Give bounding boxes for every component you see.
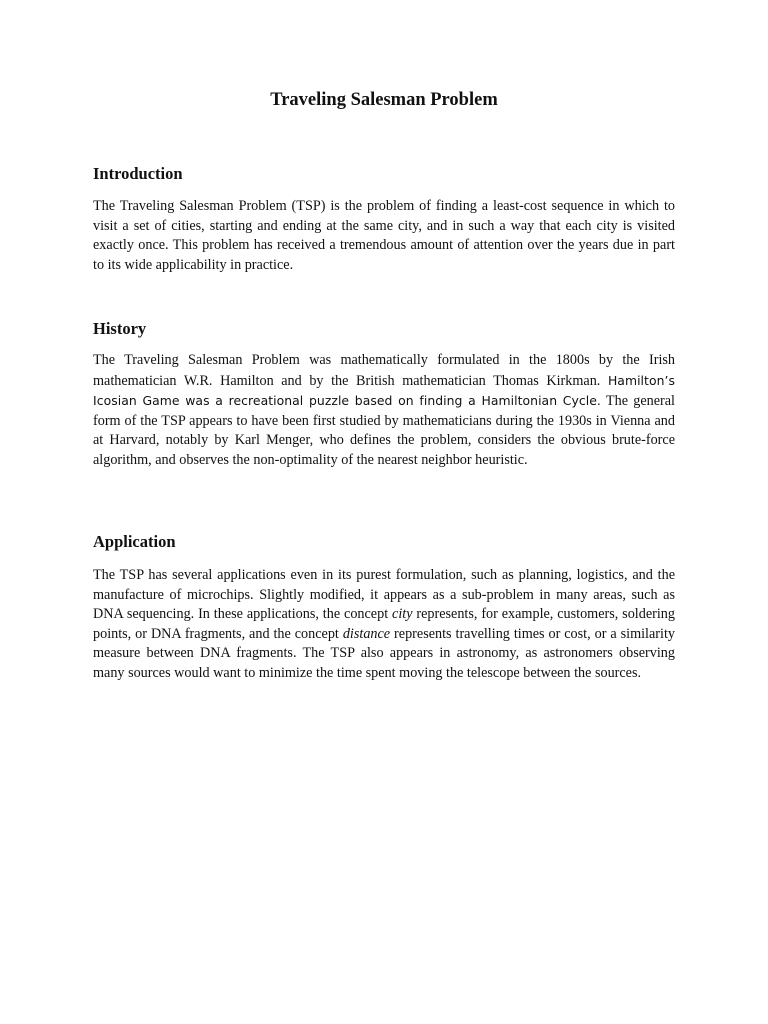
term-distance: distance	[342, 625, 391, 642]
introduction-paragraph: The Traveling Salesman Problem (TSP) is the problem of finding a least-cost sequence in which to visit a set of cities, starting and ending at the same city, and in such a way that each city is visited exactly once. This problem has received a tremendous amount of attention over the years due in part to its wide applicability in practice.	[93, 198, 675, 273]
term-city: city	[392, 606, 413, 623]
application-text-part3: represents travelling times or cost, or a similarity measure between DNA fragments. The TSP also appears in astronomy, as astronomers observing many sources would want to minimize the time spent moving the telescope between the sources.	[93, 625, 675, 681]
application-heading: Application	[93, 532, 176, 551]
application-text-part2: represents, for example, customers, soldering points, or DNA fragments, and the concept	[93, 606, 675, 642]
application-paragraph	[93, 566, 675, 684]
application-text-part1: The TSP has several applications even in its purest formulation, such as planning, logistics, and the manufacture of microchips. Slightly modified, it appears as a sub-problem in many areas, such as DNA sequencing. In these applications, the concept	[93, 567, 675, 623]
introduction-heading: Introduction	[93, 164, 183, 183]
document-title: Traveling Salesman Problem	[270, 90, 498, 110]
history-text-part3: The general form of the TSP appears to have been first studied by mathematicians during the 1930s in Vienna and at Harvard, notably by Karl Menger, who defines the problem, considers the obvious brute-force algorithm, and observes the non-optimality of the nearest neighbor heuristic.	[93, 393, 676, 468]
history-paragraph	[93, 351, 675, 471]
history-text-part1: The Traveling Salesman Problem was mathematically formulated in the 1800s by the Irish mathematician W.R. Hamilton and by the British mathematician Thomas Kirkman.	[93, 352, 675, 389]
history-heading: History	[93, 319, 147, 338]
history-icosian-sentence: Hamilton’s Icosian Game was a recreational puzzle based on finding a Hamiltonian Cycle.	[93, 372, 675, 409]
